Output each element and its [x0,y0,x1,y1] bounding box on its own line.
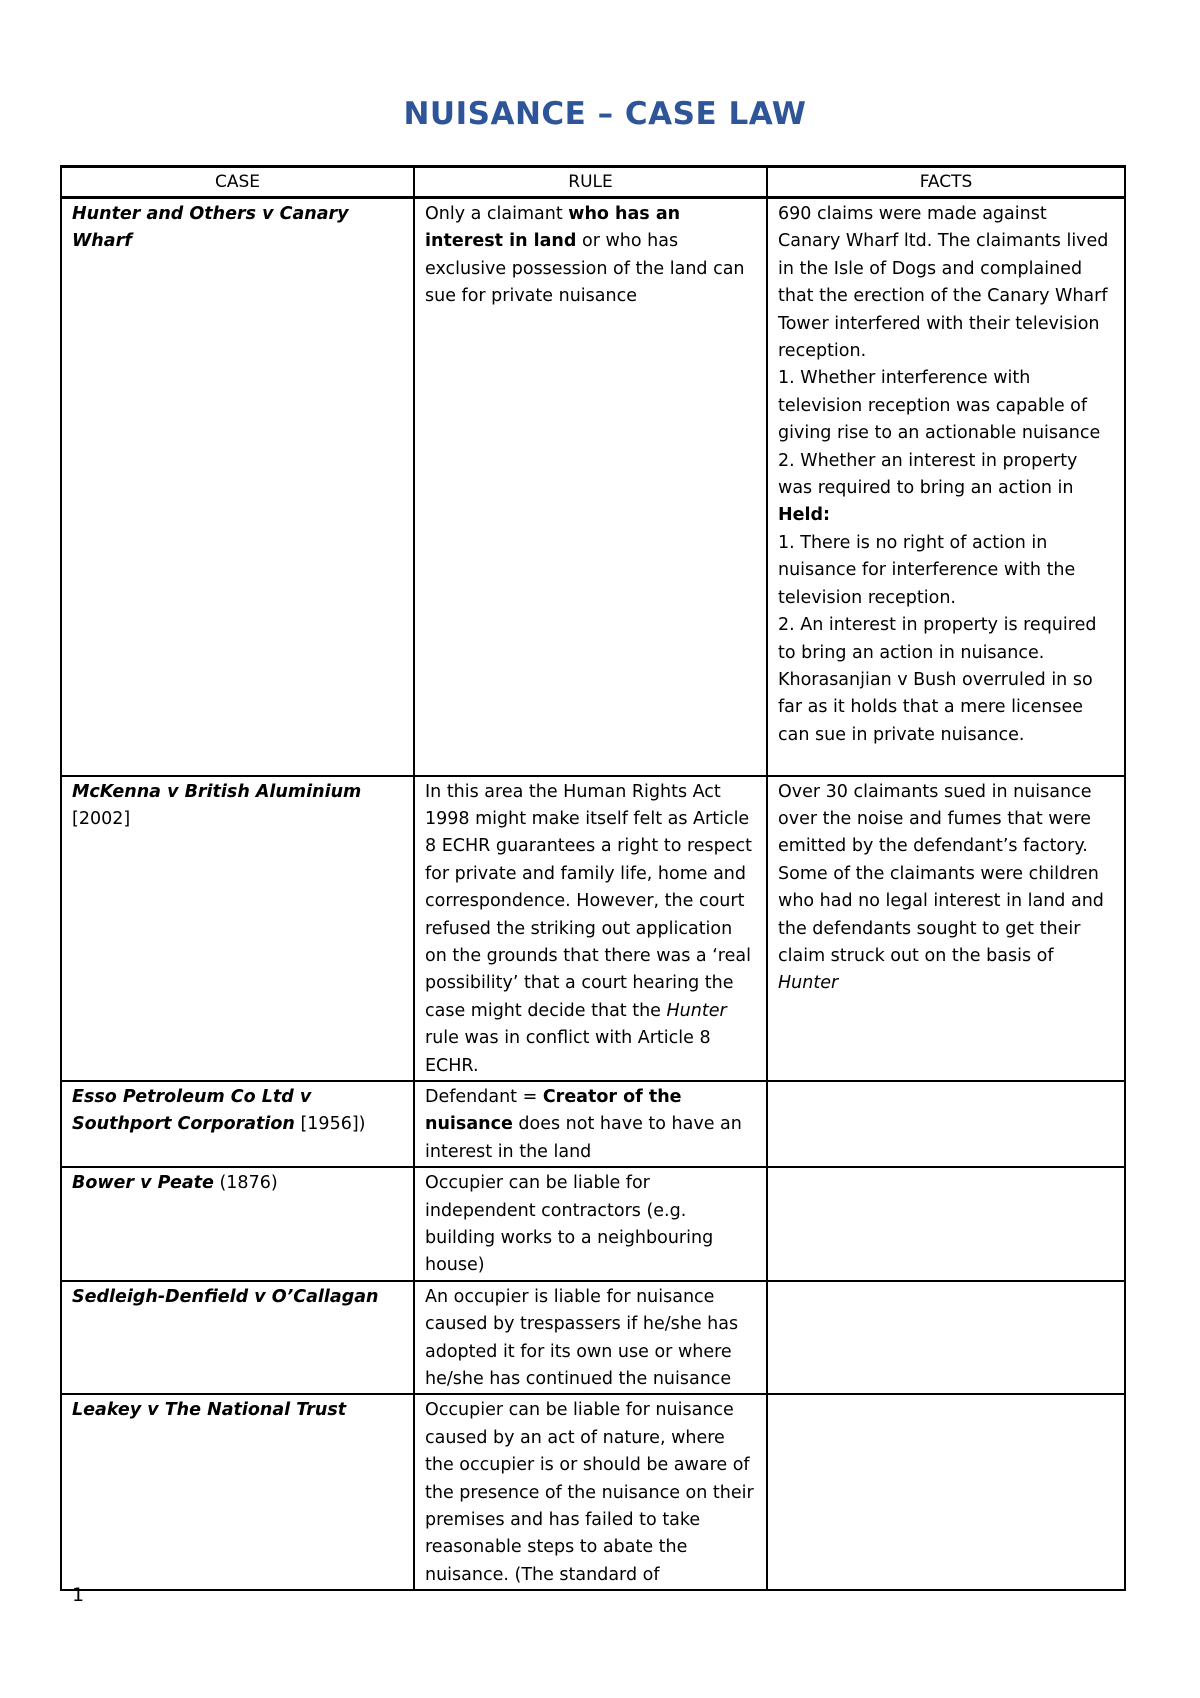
rule-text: An occupier is liable for nuisance caused by trespassers if he/she has adopted it for its own use or where he/she has continued the nuisance [425,1286,739,1390]
case-year: [1956]) [300,1114,366,1135]
case-cell [61,198,414,776]
facts-cell [767,1081,1125,1167]
rule-text: Only a claimant [425,204,569,224]
rule-emphasis: Creator of the nuisance [425,1086,682,1135]
facts-cell [767,198,1125,776]
facts-issue: 1. Whether interference with television reception was capable of giving rise to an actionable nuisance [778,368,1101,444]
rule-emphasis: who has an interest in land [425,204,681,252]
rule-text: does not have to have an interest in the land [425,1114,742,1162]
rule-cell [414,1394,767,1590]
case-name: Sedleigh-Denfield v O’Callagan [72,1286,379,1307]
table-row [61,1394,1125,1590]
case-cell [61,1081,414,1167]
table-row [61,1081,1125,1167]
rule-text: Occupier can be liable for nuisance caused by an act of nature, where the occupier is or should be aware of the presence of the nuisance on their premises and has failed to take reasonable steps to abate the nuisance. (The standard of [425,1400,754,1585]
case-name: Bower v Peate [72,1173,214,1194]
facts-holding: 1. There is no right of action in nuisance for interference with the television reception. [778,532,1076,608]
case-name: Esso Petroleum Co Ltd v Southport Corporation [72,1086,312,1135]
table-row [61,198,1125,776]
facts-issue: 2. Whether an interest in property was required to bring an action in [778,450,1078,499]
table-row [61,1281,1125,1395]
rule-cell [414,198,767,776]
rule-cell [414,776,767,1081]
facts-held-heading: Held: [778,505,831,526]
rule-text: or who has exclusive possession of the land can sue for private nuisance [425,231,745,307]
facts-cell [767,1394,1125,1590]
table-row [61,776,1125,1081]
case-year: [2002] [72,808,131,829]
case-cell [61,1167,414,1281]
page-title: NUISANCE – CASE LAW [403,96,807,132]
case-cell [61,1394,414,1590]
table-row [61,1167,1125,1281]
rule-text: In this area the Human Rights Act 1998 might make itself felt as Article 8 ECHR guarantees a right to respect for private and family life, home and correspondence. However, the court refused the striking out application on the grounds that there was a ‘real possibility’ that a court hearing the case might decide that the [425,781,753,1021]
rule-cell [414,1281,767,1395]
case-year: (1876) [219,1173,278,1194]
facts-case-reference: Hunter [778,973,839,994]
facts-text: Over 30 claimants sued in nuisance over the noise and fumes that were emitted by the defendant’s factory. Some of the claimants were children who had no legal interest in land and the defendants sought to get their claim struck out on the basis of [778,781,1104,966]
rule-cell [414,1081,767,1167]
facts-cell [767,776,1125,1081]
case-name: Hunter and Others v Canary Wharf [72,204,349,252]
facts-paragraph: 690 claims were made against Canary Wharf ltd. The claimants lived in the Isle of Dogs and complained that the erection of the Canary Wharf Tower interfered with their television reception. [778,204,1109,362]
facts-holding: 2. An interest in property is required to bring an action in nuisance. Khorasanjian v Bush overruled in so far as it holds that a mere licensee can sue in private nuisance. [778,615,1097,745]
rule-text: rule was in conflict with Article 8 ECHR. [425,1028,711,1076]
facts-cell [767,1281,1125,1395]
column-header-rule: RULE [414,167,767,198]
case-law-table [60,165,1126,1591]
rule-cell [414,1167,767,1281]
case-cell [61,776,414,1081]
table-header-row [61,167,1125,198]
page-number: 1 [72,1584,85,1606]
rule-case-reference: Hunter [666,1000,727,1021]
case-name: Leakey v The National Trust [72,1400,347,1421]
case-cell [61,1281,414,1395]
case-name: McKenna v British Aluminium [72,781,362,802]
column-header-facts: FACTS [767,167,1125,198]
column-header-case: CASE [61,167,414,198]
rule-text: Defendant = [425,1086,543,1107]
rule-text: Occupier can be liable for independent contractors (e.g. building works to a neighbouring house) [425,1173,714,1276]
facts-cell [767,1167,1125,1281]
